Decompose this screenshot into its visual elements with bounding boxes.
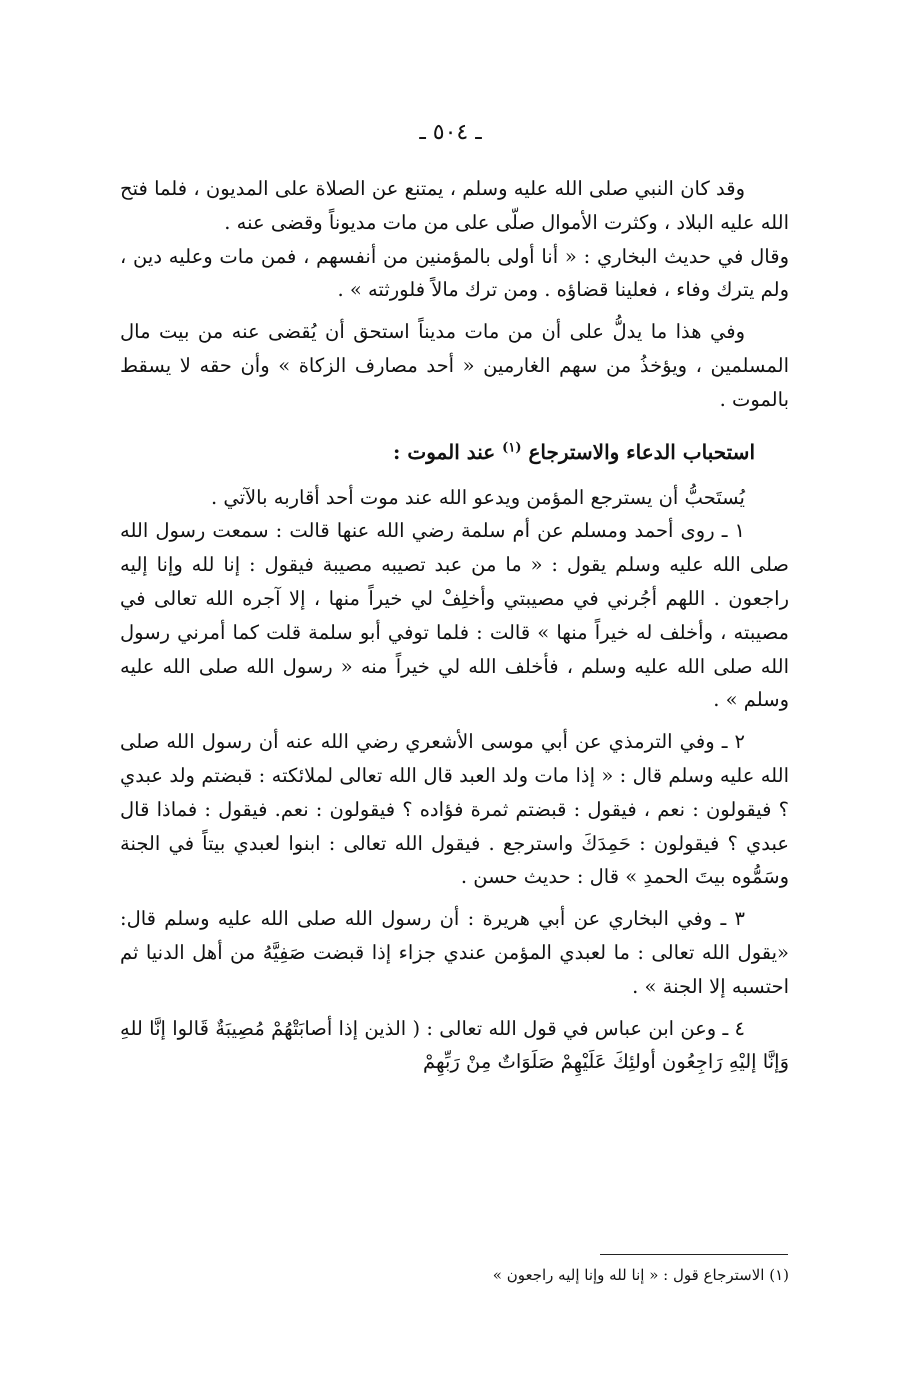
section-heading	[120, 435, 789, 469]
footnote-divider	[600, 1254, 788, 1255]
footnote-reference: (١)	[502, 439, 522, 455]
paragraph: وقال في حديث البخاري : « أنا أولى بالمؤمنين من أنفسهم ، فمن مات وعليه دين ، ولم يترك وفاء ، فعلينا قضاؤه . ومن ترك مالاً فلورثته » .	[120, 244, 789, 302]
footnote: (١) الاسترجاع قول : « إنا لله وإنا إليه راجعون »	[492, 1266, 789, 1284]
page-number: ـ ٥٠٤ ـ	[419, 120, 482, 145]
heading-text: استحباب الدعاء والاسترجاع	[528, 439, 755, 464]
paragraph: يُستَحبُّ أن يسترجع المؤمن ويدعو الله عند موت أحد أقاربه بالآتي .	[210, 485, 745, 509]
paragraph: وقد كان النبي صلى الله عليه وسلم ، يمتنع عن الصلاة على المديون ، فلما فتح الله عليه البلاد ، وكثرت الأموال صلّى على من مات مديوناً وقضى عنه .	[120, 177, 789, 234]
paragraph: وفي هذا ما يدلُّ على أن من مات مديناً استحق أن يُقضى عنه من بيت مال المسلمين ، ويؤخذُ من سهم الغارمين « أحد مصارف الزكاة » وأن حقه لا يسقط بالموت .	[120, 320, 789, 411]
paragraph: ٢ ـ وفي الترمذي عن أبي موسى الأشعري رضي الله عنه أن رسول الله صلى الله عليه وسلم قال : « إذا مات ولد العبد قال الله تعالى لملائكته : قبضتم ولد عبدي ؟ فيقولون : نعم ، فيقول : قبضتم ثمرة فؤاده ؟ فيقولون : نعم. فيقول : فماذا قال عبدي ؟ فيقولون : حَمِدَكَ واسترجع . فيقول الله تعالى : ابنوا لعبدي بيتاً في الجنة وسَمُّوه بيتَ الحمدِ » قال : حديث حسن .	[120, 730, 789, 889]
paragraph: ٤ ـ وعن ابن عباس في قول الله تعالى : ( الذين إذا أصابَتْهُمْ مُصِيبَةٌ قَالوا إنَّا للهِ وَإنَّا إليْهِ رَاجِعُون أولئِكَ عَلَيْهِمْ صَلَوَاتٌ مِنْ رَبِّهِمْ	[120, 1016, 789, 1074]
heading-text: عند الموت :	[393, 439, 496, 464]
paragraph: ١ ـ روى أحمد ومسلم عن أم سلمة رضي الله عنها قالت : سمعت رسول الله صلى الله عليه وسلم يقول : « ما من عبد تصيبه مصيبة فيقول : إنا لله وإنا إليه راجعون . اللهم أجُرني في مصيبتي وأخلِفْ لي خيراً منها ، إلا آجره الله تعالى في مصيبته ، وأخلف له خيراً منها » قالت : فلما توفي أبو سلمة قلت كما أمرني رسول الله صلى الله عليه وسلم ، فأخلف الله لي خيراً منه « رسول الله صلى الله عليه وسلم » .	[120, 519, 789, 712]
paragraph: ٣ ـ وفي البخاري عن أبي هريرة : أن رسول الله صلى الله عليه وسلم قال: «يقول الله تعالى : ما لعبدي المؤمن عندي جزاء إذا قبضت صَفِيَّهُ من أهل الدنيا ثم احتسبه إلا الجنة » .	[120, 907, 789, 998]
main-text	[120, 172, 789, 1079]
